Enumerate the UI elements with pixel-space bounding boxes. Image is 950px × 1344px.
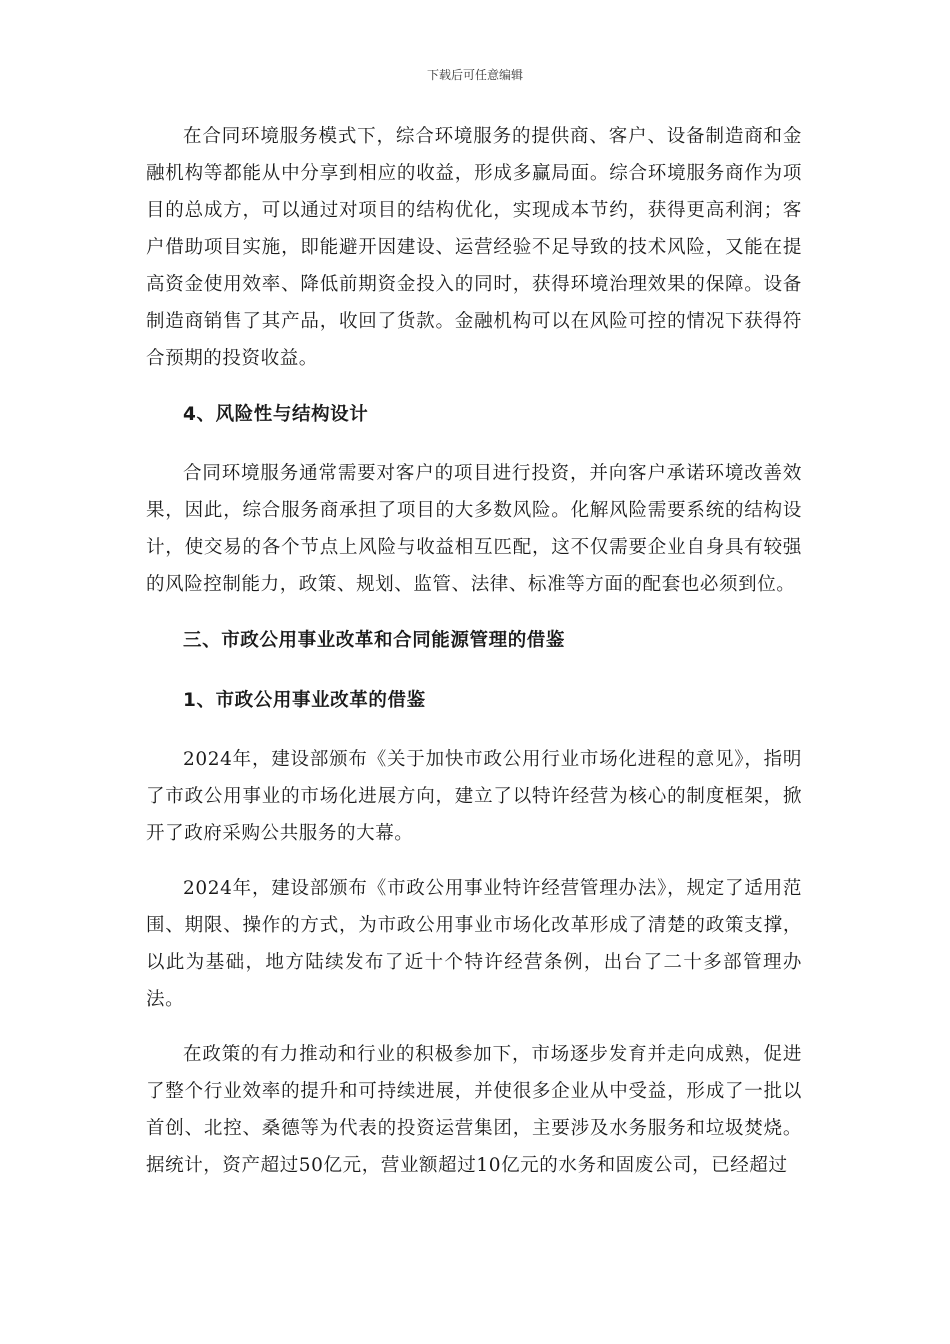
paragraph-market-growth: 在政策的有力推动和行业的积极参加下，市场逐步发育并走向成熟，促进了整个行业效率的提升和可持续进展，并使很多企业从中受益，形成了一批以首创、北控、桑德等为代表的投资运营集团，主要涉及水务服务和垃圾焚烧。据统计，资产超过50亿元，营业额超过10亿元的水务和固废公司，已经超过 xyxy=(146,1044,802,1176)
header-note: 下载后可任意编辑 xyxy=(426,68,523,82)
paragraph-risk: 合同环境服务通常需要对客户的项目进行投资，并向客户承诺环境改善效果，因此，综合服务商承担了项目的大多数风险。化解风险需要系统的结构设计，使交易的各个节点上风险与收益相互匹配，这不仅需要企业自身具有较强的风险控制能力，政策、规划、监管、法律、标准等方面的配套也必须到位。 xyxy=(146,463,802,595)
document-body xyxy=(146,118,802,1202)
paragraph-reform-opinion: 2024年，建设部颁布《关于加快市政公用行业市场化进程的意见》，指明了市政公用事业的市场化进展方向，建立了以特许经营为核心的制度框架，掀开了政府采购公共服务的大幕。 xyxy=(146,749,802,844)
heading-section-three: 三、市政公用事业改革和合同能源管理的借鉴 xyxy=(183,630,566,651)
paragraph-franchise-measures: 2024年，建设部颁布《市政公用事业特许经营管理办法》，规定了适用范围、期限、操作的方式，为市政公用事业市场化改革形成了清楚的政策支撑，以此为基础，地方陆续发布了近十个特许经营条例，出台了二十多部管理办法。 xyxy=(146,878,802,1010)
paragraph-multi-win: 在合同环境服务模式下，综合环境服务的提供商、客户、设备制造商和金融机构等都能从中分享到相应的收益，形成多赢局面。综合环境服务商作为项目的总成方，可以通过对项目的结构优化，实现成本节约，获得更高利润；客户借助项目实施，即能避开因建设、运营经验不足导致的技术风险，又能在提高资金使用效率、降低前期资金投入的同时，获得环境治理效果的保障。设备制造商销售了其产品，收回了货款。金融机构可以在风险可控的情况下获得符合预期的投资收益。 xyxy=(146,126,802,369)
heading-municipal-reform: 1、市政公用事业改革的借鉴 xyxy=(183,690,426,711)
heading-risk-structure: 4、风险性与结构设计 xyxy=(183,404,369,425)
